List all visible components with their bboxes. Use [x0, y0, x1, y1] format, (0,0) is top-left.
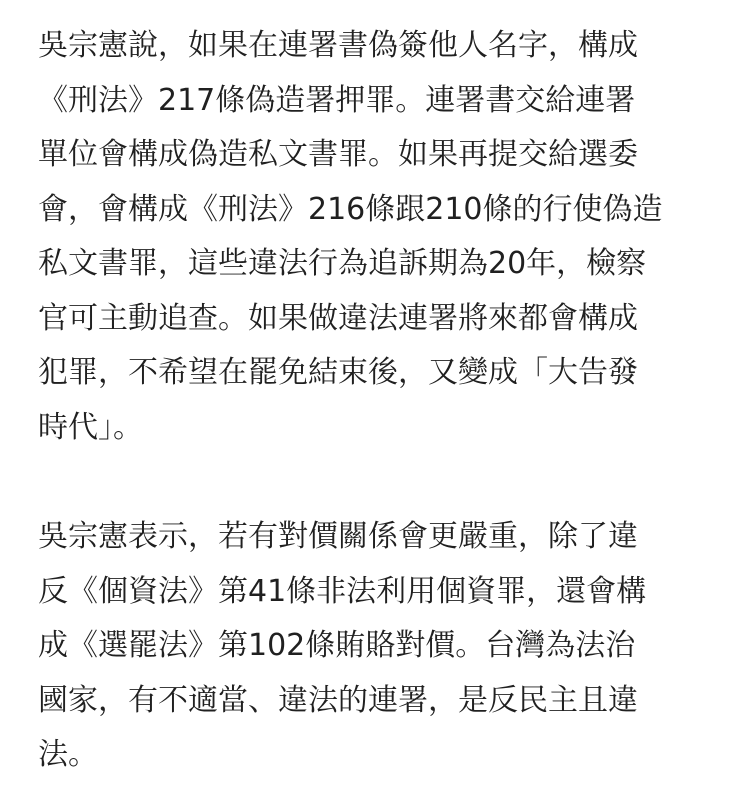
paragraph-line: 會，會構成《刑法》216條跟210條的行使偽造: [38, 191, 663, 227]
paragraph-line: 《刑法》217條偽造署押罪。連署書交給連署: [38, 82, 636, 118]
paragraph-line: 反《個資法》第41條非法利用個資罪，還會構: [38, 573, 647, 609]
article-paragraph: [38, 19, 708, 455]
paragraph-line: 官可主動追查。如果做違法連署將來都會構成: [38, 300, 638, 336]
paragraph-line: 單位會構成偽造私文書罪。如果再提交給選委: [38, 137, 638, 172]
paragraph-line: 時代」。: [38, 409, 143, 445]
paragraph-line: 國家，有不適當、違法的連署，是反民主且違: [38, 682, 638, 718]
paragraph-line: 吳宗憲說，如果在連署書偽簽他人名字，構成: [38, 28, 638, 63]
article-paragraph: [38, 510, 708, 783]
paragraph-line: 成《選罷法》第102條賄賂對價。台灣為法治: [38, 628, 636, 663]
paragraph-line: 吳宗憲表示，若有對價關係會更嚴重，除了違: [38, 519, 638, 554]
paragraph-line: 私文書罪，這些違法行為追訴期為20年，檢察: [38, 246, 647, 281]
paragraph-line: 犯罪，不希望在罷免結束後，又變成「大告發: [38, 355, 638, 390]
article-body: [38, 0, 708, 783]
paragraph-line: 法。: [38, 737, 98, 772]
